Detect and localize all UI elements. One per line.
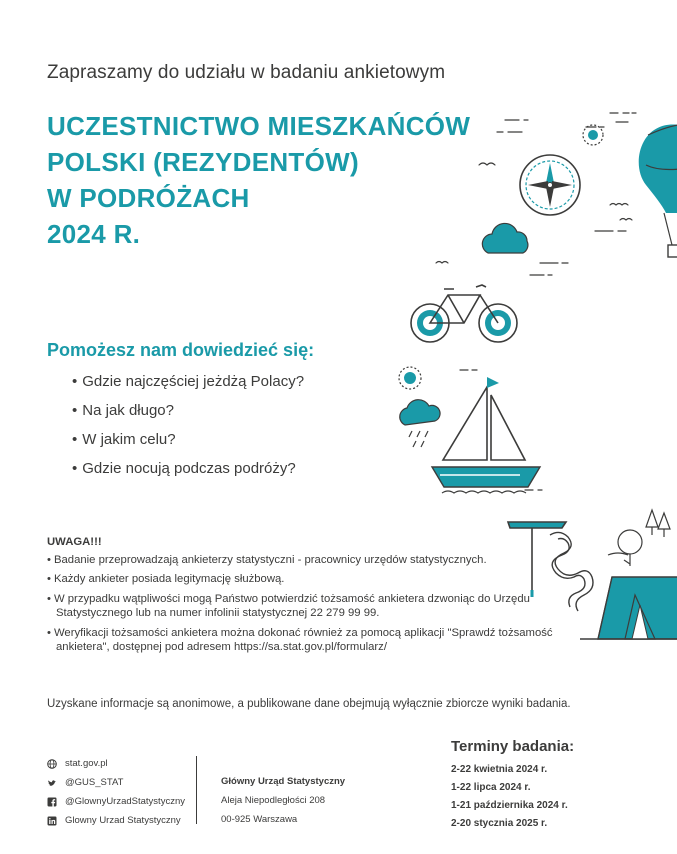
social-item-linkedin[interactable]	[47, 811, 185, 830]
rain-cloud-icon	[400, 400, 440, 447]
notice-item: • Każdy ankieter posiada legitymację służbową.	[47, 572, 607, 587]
survey-dates	[451, 738, 574, 833]
social-item-facebook[interactable]	[47, 792, 185, 811]
question-item: • Gdzie najczęściej jeżdżą Polacy?	[72, 372, 304, 401]
social-label: stat.gov.pl	[65, 758, 108, 769]
footer-divider	[196, 756, 197, 824]
notice-item: • W przypadku wątpliwości mogą Państwo potwierdzić tożsamość ankietera dzwoniąc do Urzędu Statystycznego lub na numer infolinii statystycznej 22 279 99 99.	[47, 592, 607, 621]
tent-icon	[580, 577, 677, 639]
social-label: @GlownyUrzadStatystyczny	[65, 796, 185, 807]
question-item: • W jakim celu?	[72, 430, 304, 459]
title-line: UCZESTNICTWO MIESZKAŃCÓW	[47, 111, 471, 141]
globe-icon	[47, 759, 57, 769]
city-address: 00-925 Warszawa	[221, 814, 298, 825]
travel-illustration	[380, 95, 677, 655]
question-item: • Na jak długo?	[72, 401, 304, 430]
notice-item: • Badanie przeprowadzają ankieterzy statystyczni - pracownicy urzędów statystycznych.	[47, 553, 607, 568]
questions-list	[72, 372, 304, 488]
social-item-website[interactable]	[47, 754, 185, 773]
address-block	[221, 772, 345, 829]
sun-icon	[399, 367, 421, 389]
notice-item: • Weryfikacji tożsamości ankietera można dokonać również za pomocą aplikacji "Sprawdź tożsamość ankietera", dostępnej pod adresem https://sa.stat.gov.pl/formularz/	[47, 626, 607, 655]
compass-icon	[520, 155, 580, 215]
anonymity-note: Uzyskane informacje są anonimowe, a publikowane dane obejmują wyłącznie zbiorcze wyniki badania.	[47, 698, 571, 710]
title-line: W PODRÓŻACH	[47, 183, 250, 213]
ice-axe-icon	[508, 522, 566, 597]
org-name: Główny Urząd Statystyczny	[221, 776, 346, 787]
question-item: • Gdzie nocują podczas podróży?	[72, 459, 304, 488]
cloud-icon	[482, 223, 528, 253]
social-label: Glowny Urzad Statystyczny	[65, 815, 181, 826]
facebook-icon	[47, 797, 57, 807]
notice-heading: UWAGA!!!	[47, 536, 102, 548]
sun-icon	[583, 125, 603, 145]
sailboat-icon	[432, 377, 540, 493]
linkedin-icon	[47, 816, 57, 826]
date-item: 1-22 lipca 2024 r.	[451, 782, 531, 793]
dates-heading: Terminy badania:	[451, 738, 575, 755]
help-heading: Pomożesz nam dowiedzieć się:	[47, 340, 315, 360]
street-address: Aleja Niepodległości 208	[221, 795, 326, 806]
title-line: POLSKI (REZYDENTÓW)	[47, 147, 359, 177]
title-line: 2024 R.	[47, 219, 141, 249]
date-item: 1-21 października 2024 r.	[451, 800, 568, 811]
dates-list	[451, 761, 574, 833]
trees-icon	[608, 510, 670, 566]
social-item-twitter[interactable]	[47, 773, 185, 792]
date-item: 2-20 stycznia 2025 r.	[451, 818, 548, 829]
date-item: 2-22 kwietnia 2024 r.	[451, 764, 548, 775]
social-label: @GUS_STAT	[65, 777, 124, 788]
bicycle-icon	[411, 285, 517, 342]
hot-air-balloon-icon	[639, 124, 677, 257]
social-links	[47, 754, 185, 830]
twitter-icon	[47, 778, 57, 788]
intro-text: Zapraszamy do udziału w badaniu ankietowym	[47, 62, 446, 83]
